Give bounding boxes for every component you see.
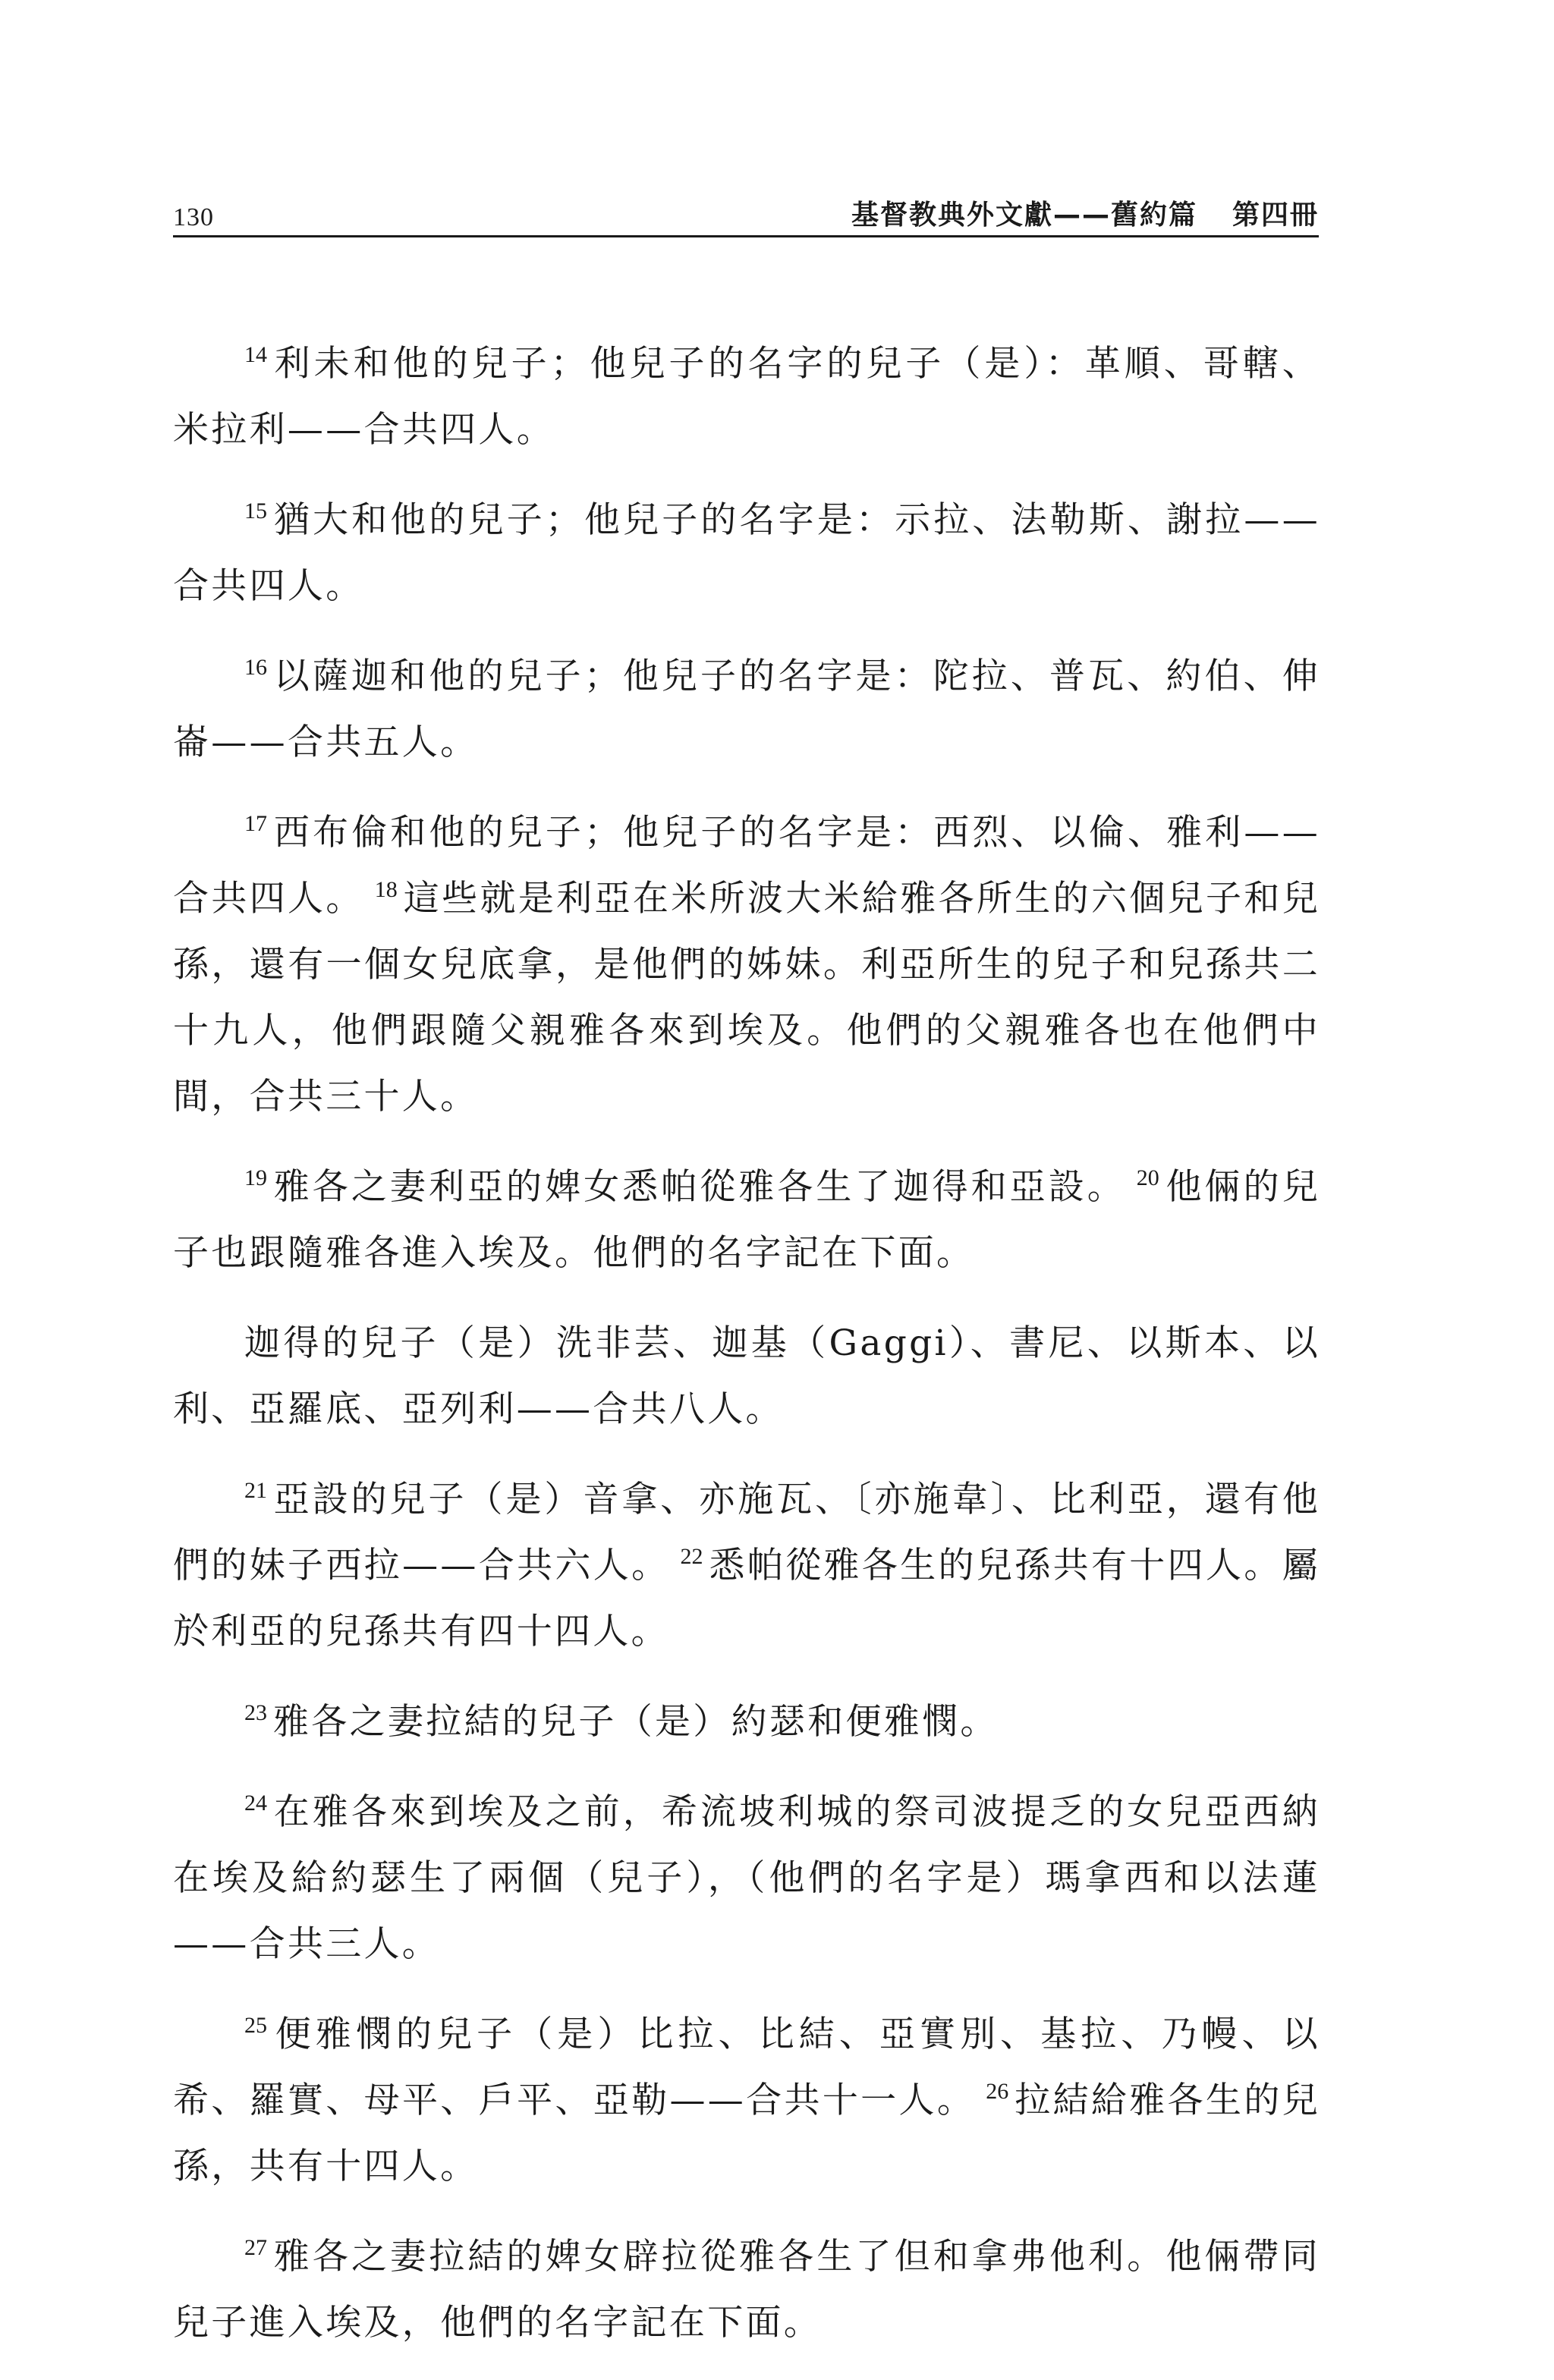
verse-text: 這些就是利亞在米所波大米給雅各所生的六個兒子和兒孫，還有一個女兒底拿，是他們的姊妹。利亞所生的兒子和兒孫共二十九人，他們跟隨父親雅各來到埃及。他們的父親雅各也在他們中間，合共三十人。	[173, 878, 1321, 1118]
volume-label: 第四冊	[1232, 200, 1319, 231]
verse-text: 在雅各來到埃及之前，希流坡利城的祭司波提乏的女兒亞西納在埃及給約瑟生了兩個（兒子），（他們的名字是）瑪拿西和以法蓮——合共三人。	[173, 1791, 1320, 1965]
verse-text: 他倆的兒子也跟隨雅各進入埃及。他們的名字記在下面。	[173, 1166, 1320, 1274]
verse-text: 雅各之妻利亞的婢女悉帕從雅各生了迦得和亞設。	[273, 1166, 1126, 1208]
running-title	[851, 193, 1319, 232]
verse-text: 亞設的兒子（是）音拿、亦施瓦、〔亦施韋〕、比利亞，還有他們的妹子西拉——合共六人。	[173, 1479, 1320, 1586]
verse-number: 16	[244, 655, 267, 680]
verse-number: 22	[680, 1544, 703, 1569]
paragraph	[173, 1467, 1320, 1665]
body-text	[173, 331, 1320, 2380]
paragraph	[173, 1310, 1320, 1442]
verse-text: 迦得的兒子（是）洗非芸、迦基（Gaggi）、書尼、以斯本、以利、亞羅底、亞列利——合共八人。	[173, 1322, 1320, 1430]
paragraph	[173, 2224, 1320, 2356]
verse-number: 14	[244, 342, 267, 367]
header-rule	[173, 235, 1319, 237]
verse-number: 21	[244, 1478, 267, 1503]
verse-text: 雅各之妻拉結的兒子（是）約瑟和便雅憫。	[273, 1701, 999, 1743]
verse-number: 27	[244, 2235, 267, 2260]
verse-text: 拉結給雅各生的兒孫，共有十四人。	[173, 2080, 1320, 2187]
verse-number: 20	[1136, 1165, 1159, 1190]
paragraph	[173, 1779, 1320, 1977]
verse-number: 15	[244, 498, 267, 523]
paragraph	[173, 2001, 1320, 2199]
verse-text: 雅各之妻拉結的婢女辟拉從雅各生了但和拿弗他利。他倆帶同兒子進入埃及，他們的名字記在下面。	[173, 2236, 1320, 2344]
verse-text: 以薩迦和他的兒子；他兒子的名字是：陀拉、普瓦、約伯、伸崙——合共五人。	[173, 656, 1320, 763]
verse-number: 24	[244, 1791, 267, 1816]
verse-number: 18	[374, 877, 398, 902]
paragraph	[173, 1689, 1320, 1755]
paragraph	[173, 1154, 1320, 1286]
verse-number: 26	[986, 2079, 1009, 2104]
verse-number: 19	[244, 1165, 267, 1190]
verse-text: 猶大和他的兒子；他兒子的名字是：示拉、法勒斯、謝拉——合共四人。	[173, 499, 1320, 607]
verse-text: 便雅憫的兒子（是）比拉、比結、亞實別、基拉、乃幔、以希、羅實、母平、戶平、亞勒——合共十一人。	[173, 2014, 1320, 2121]
verse-number: 17	[244, 811, 267, 836]
book-title: 基督教典外文獻——舊約篇	[851, 200, 1197, 231]
paragraph	[173, 643, 1320, 775]
page-number: 130	[173, 203, 214, 231]
verse-text: 西布倫和他的兒子；他兒子的名字是：西烈、以倫、雅利——合共四人。	[173, 812, 1320, 920]
paragraph	[173, 800, 1320, 1130]
verse-text: 利未和他的兒子；他兒子的名字的兒子（是）：革順、哥轄、米拉利——合共四人。	[173, 343, 1320, 451]
page-header	[173, 190, 1319, 235]
verse-text: 悉帕從雅各生的兒孫共有十四人。屬於利亞的兒孫共有四十四人。	[173, 1545, 1320, 1652]
verse-number: 25	[244, 2013, 267, 2038]
verse-number: 23	[244, 1700, 267, 1725]
paragraph	[173, 487, 1320, 619]
paragraph	[173, 331, 1320, 463]
